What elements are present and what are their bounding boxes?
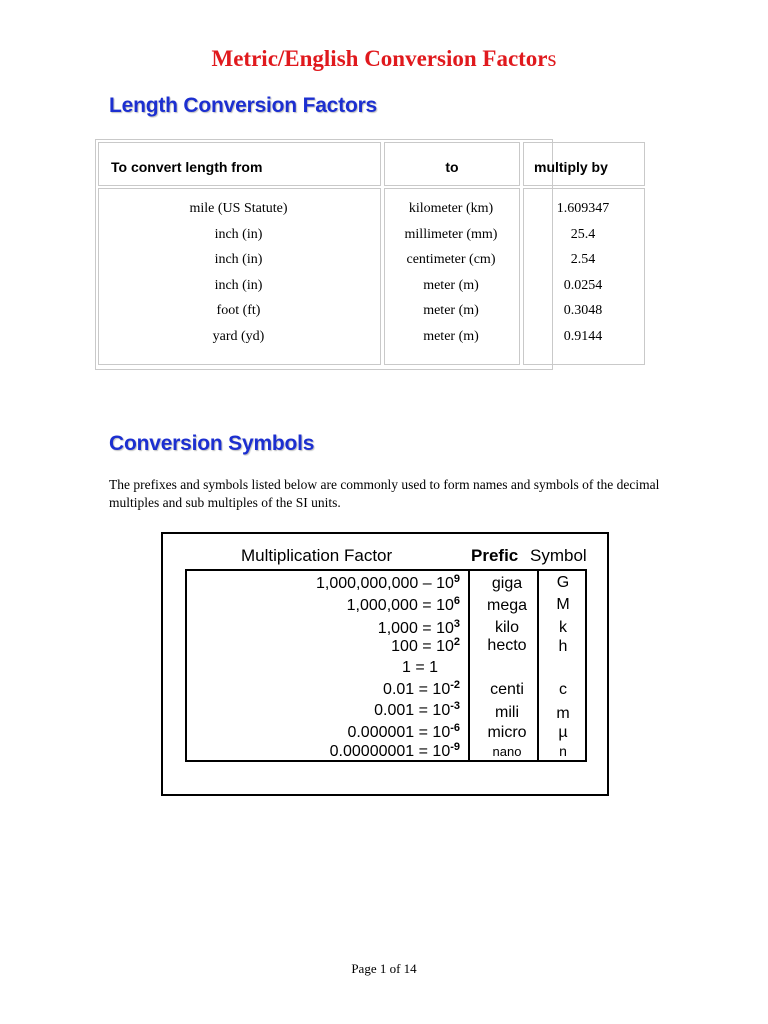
- factor-cell: 0.9144: [563, 328, 603, 344]
- prefix-value: centi: [490, 681, 524, 698]
- page-title-last: s: [547, 46, 557, 71]
- symbol-value: c: [559, 681, 567, 698]
- factor-value: [383, 681, 460, 700]
- prefix-value: nano: [492, 744, 522, 759]
- factor-cell: 1.609347: [556, 201, 610, 216]
- from-cell: mile (US Statute): [189, 201, 288, 216]
- to-cell: meter (m): [423, 277, 479, 293]
- factor-exponent: 2: [453, 636, 460, 648]
- to-cell: meter (m): [423, 328, 479, 344]
- factor-cell: 25.4: [570, 226, 596, 242]
- factor-exponent: -2: [450, 679, 460, 691]
- prefix-value: hecto: [487, 637, 527, 654]
- factor-column: [522, 199, 644, 352]
- figure-divider: [468, 571, 470, 760]
- from-cell: inch (in): [214, 226, 263, 242]
- factor-cell: 2.54: [570, 252, 596, 267]
- factor-base: 1,000,000,000 – 10: [315, 575, 454, 592]
- si-prefix-figure: [161, 532, 609, 796]
- factor-base: 100 = 10: [391, 638, 454, 655]
- prefix-value: mega: [486, 597, 528, 614]
- factor-base: 1,000 = 10: [377, 620, 454, 637]
- factor-exponent: -6: [450, 722, 460, 734]
- factor-base: 0.000001 = 10: [347, 724, 451, 741]
- from-cell: foot (ft): [216, 303, 261, 318]
- prefix-value: kilo: [494, 619, 519, 636]
- factor-value: [347, 724, 460, 743]
- from-cell: yard (yd): [212, 328, 265, 344]
- figure-header-prefix: Prefic: [471, 546, 519, 565]
- figure-header-factor: Multiplication Factor: [241, 546, 393, 565]
- symbol-value: k: [559, 619, 567, 636]
- from-column: [97, 199, 380, 352]
- prefix-value: giga: [491, 575, 523, 592]
- prefix-value: mili: [495, 704, 519, 721]
- symbols-heading: Conversion Symbols: [109, 432, 315, 455]
- header-from: To convert length from: [98, 142, 381, 186]
- factor-cell: 0.3048: [563, 303, 603, 318]
- factor-exponent: -9: [450, 741, 460, 753]
- length-heading: Length Conversion Factors: [109, 94, 378, 117]
- symbols-paragraph: The prefixes and symbols listed below are commonly used to form names and symbols of the decimal multiples and sub multiples of the SI units.: [109, 477, 660, 510]
- factor-base: 0.01 = 10: [383, 681, 451, 698]
- to-cell: millimeter (mm): [404, 226, 498, 242]
- factor-value: [391, 638, 460, 657]
- symbol-value: m: [556, 705, 570, 722]
- factor-exponent: 3: [453, 618, 460, 630]
- symbol-value: n: [559, 743, 567, 759]
- from-cell: inch (in): [214, 277, 263, 293]
- factor-value: [378, 620, 460, 639]
- factor-value: [330, 743, 460, 762]
- factor-value: [347, 597, 460, 616]
- symbol-value: M: [556, 596, 570, 613]
- factor-base: 0.001 = 10: [374, 702, 451, 719]
- page-title-main: Metric/English Conversion Factor: [211, 46, 548, 71]
- page-title: [0, 46, 768, 72]
- factor-exponent: 6: [453, 595, 460, 607]
- from-cell: inch (in): [214, 252, 263, 267]
- factor-value: [402, 659, 438, 678]
- factor-base: 1 = 1: [401, 659, 438, 676]
- header-multiply: multiply by: [523, 142, 645, 186]
- figure-grid: [185, 569, 587, 762]
- factor-value: [374, 702, 460, 721]
- factor-exponent: 9: [453, 573, 460, 585]
- page-footer: Page 1 of 14: [351, 961, 417, 976]
- figure-header-symbol: Symbol: [530, 546, 587, 565]
- factor-base: 1,000,000 = 10: [346, 597, 454, 614]
- factor-value: [316, 575, 460, 594]
- symbol-value: h: [558, 638, 568, 655]
- to-cell: kilometer (km): [408, 201, 494, 216]
- factor-base: 0.00000001 = 10: [329, 743, 451, 760]
- factor-exponent: -3: [450, 700, 460, 712]
- to-cell: centimeter (cm): [406, 252, 496, 267]
- factor-cell: 0.0254: [563, 277, 603, 293]
- header-to: to: [384, 142, 520, 186]
- to-column: [383, 199, 519, 352]
- prefix-value: micro: [487, 724, 527, 741]
- symbol-value: G: [556, 574, 570, 591]
- to-cell: meter (m): [423, 303, 479, 318]
- symbol-value: µ: [558, 724, 568, 741]
